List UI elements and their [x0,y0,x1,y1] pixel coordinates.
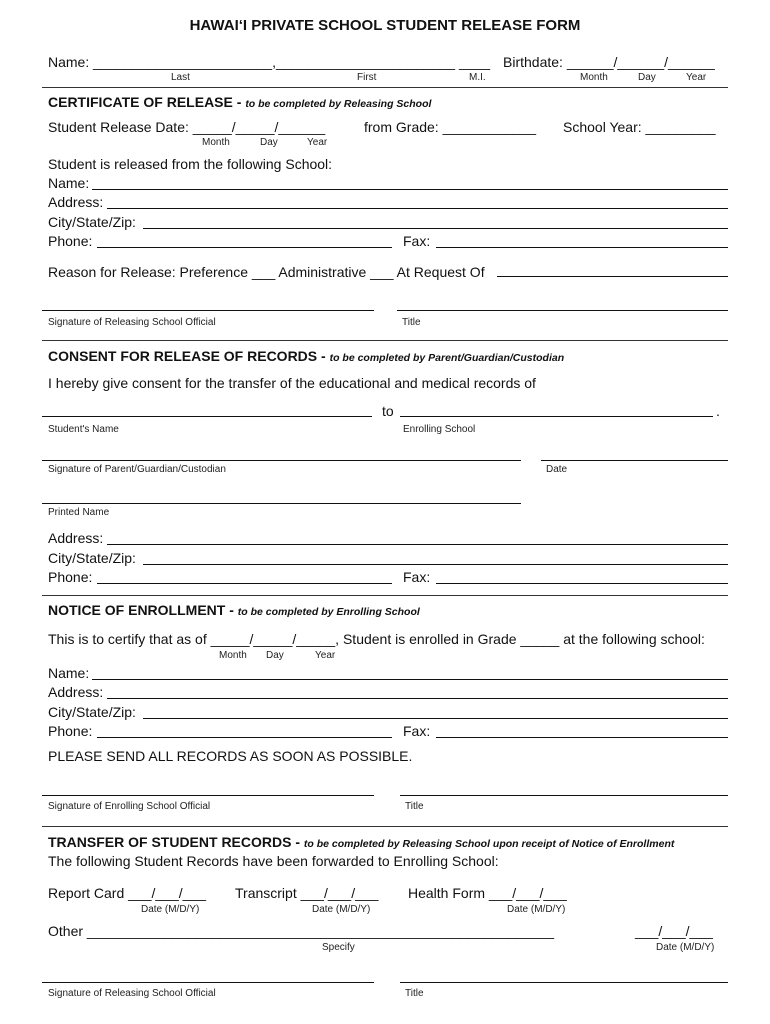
parent-date-line[interactable] [541,460,728,461]
releasing-address-line[interactable] [107,208,728,209]
releasing-city-line[interactable] [143,228,728,229]
parent-address-label: Address: [48,530,104,546]
sublabel-year: Year [315,650,336,661]
sublabel-year: Year [307,137,328,148]
enrolling-signature-line[interactable] [42,795,374,796]
enrolling-school-sublabel: Enrolling School [403,424,476,435]
releasing-fax-line[interactable] [436,247,728,248]
releasing-signature-label: Signature of Releasing School Official [48,317,216,328]
other-records-field[interactable]: Other ____________________________________________________________ [48,923,555,939]
specify-sublabel: Specify [322,942,355,953]
sublabel-mi: M.I. [469,72,486,83]
form-title: HAWAI‘I PRIVATE SCHOOL STUDENT RELEASE FORM [189,17,581,34]
forwarded-text: The following Student Records have been forwarded to Enrolling School: [48,853,499,869]
enrolling-phone-label: Phone: [48,723,93,739]
student-name-line[interactable] [42,416,372,417]
consent-heading: CONSENT FOR RELEASE OF RECORDS - to be completed by Parent/Guardian/Custodian [48,348,565,364]
transfer-signature-label: Signature of Releasing School Official [48,988,216,999]
enrolling-name-line[interactable] [92,679,728,680]
enrolling-title-label: Title [405,801,424,812]
divider [42,87,728,88]
notice-heading: NOTICE OF ENROLLMENT - to be completed by Enrolling School [48,602,420,618]
divider [42,826,728,827]
releasing-school-name-label: Name: [48,175,90,191]
transfer-heading: TRANSFER OF STUDENT RECORDS - to be completed by Releasing School upon receipt of Notice of Enrollment [48,834,675,850]
school-year-field[interactable]: School Year: _________ [563,119,716,135]
parent-date-label: Date [546,464,568,475]
other-date-field[interactable]: ___/___/___ [635,923,713,939]
report-card-field[interactable]: Report Card ___/___/___ [48,885,206,901]
enrolling-city-label: City/State/Zip: [48,704,136,720]
health-form-field[interactable]: Health Form ___/___/___ [408,885,567,901]
transcript-date-sublabel: Date (M/D/Y) [312,904,371,915]
parent-city-label: City/State/Zip: [48,550,136,566]
releasing-school-name-line[interactable] [92,189,728,190]
enrolling-signature-label: Signature of Enrolling School Official [48,801,211,812]
enrolling-city-line[interactable] [143,718,728,719]
printed-name-line[interactable] [42,503,521,504]
sublabel-day: Day [266,650,284,661]
student-name-field[interactable]: _______________________,_______________________ ____ [93,54,491,70]
cert-heading: CERTIFICATE OF RELEASE - to be completed by Releasing School [48,94,432,110]
birthdate-field[interactable]: Birthdate: ______/______/______ [503,54,715,70]
releasing-title-line[interactable] [397,310,728,311]
releasing-fax-label: Fax: [403,233,431,249]
releasing-title-label: Title [402,317,421,328]
parent-signature-line[interactable] [42,460,521,461]
divider [42,595,728,596]
sublabel-day: Day [260,137,278,148]
sublabel-month: Month [580,72,608,83]
enrolling-name-label: Name: [48,665,90,681]
printed-name-label: Printed Name [48,507,110,518]
transfer-title-line[interactable] [400,982,728,983]
request-of-line[interactable] [497,276,728,277]
releasing-phone-line[interactable] [97,247,392,248]
enrolling-address-label: Address: [48,684,104,700]
enrolling-school-line[interactable] [400,416,713,417]
transfer-signature-line[interactable] [42,982,374,983]
transfer-title-label: Title [405,988,424,999]
sublabel-first: First [357,72,377,83]
sublabel-year: Year [686,72,707,83]
consent-period: . [716,403,720,419]
sublabel-month: Month [202,137,230,148]
releasing-signature-line[interactable] [42,310,374,311]
from-grade-field[interactable]: from Grade: ____________ [364,119,537,135]
enrolling-fax-label: Fax: [403,723,431,739]
sublabel-month: Month [219,650,247,661]
student-name-label: Name: [48,54,90,70]
parent-fax-label: Fax: [403,569,431,585]
parent-signature-label: Signature of Parent/Guardian/Custodian [48,464,226,475]
release-date-field[interactable]: Student Release Date: _____/_____/______ [48,119,326,135]
health-form-date-sublabel: Date (M/D/Y) [507,904,566,915]
sublabel-last: Last [171,72,190,83]
reason-for-release[interactable]: Reason for Release: Preference ___ Administrative ___ At Request Of [48,264,485,280]
parent-fax-line[interactable] [436,583,728,584]
releasing-phone-label: Phone: [48,233,93,249]
send-records-note: PLEASE SEND ALL RECORDS AS SOON AS POSSIBLE. [48,748,413,764]
enrolling-title-line[interactable] [400,795,728,796]
sublabel-day: Day [638,72,656,83]
parent-address-line[interactable] [107,544,728,545]
enrolling-fax-line[interactable] [436,737,728,738]
divider [42,340,728,341]
consent-text: I hereby give consent for the transfer of the educational and medical records of [48,375,536,391]
transcript-field[interactable]: Transcript ___/___/___ [235,885,379,901]
releasing-city-label: City/State/Zip: [48,214,136,230]
enrolling-address-line[interactable] [107,698,728,699]
other-date-sublabel: Date (M/D/Y) [656,942,715,953]
parent-city-line[interactable] [143,564,728,565]
parent-phone-label: Phone: [48,569,93,585]
consent-to: to [382,403,394,419]
enrolling-phone-line[interactable] [97,737,392,738]
certify-enrollment-field[interactable]: This is to certify that as of _____/_____/_____, Student is enrolled in Grade _____ at the following school: [48,631,705,647]
released-from-text: Student is released from the following School: [48,156,333,172]
report-card-date-sublabel: Date (M/D/Y) [141,904,200,915]
parent-phone-line[interactable] [97,583,392,584]
student-name-sublabel: Student's Name [48,424,119,435]
releasing-address-label: Address: [48,194,104,210]
